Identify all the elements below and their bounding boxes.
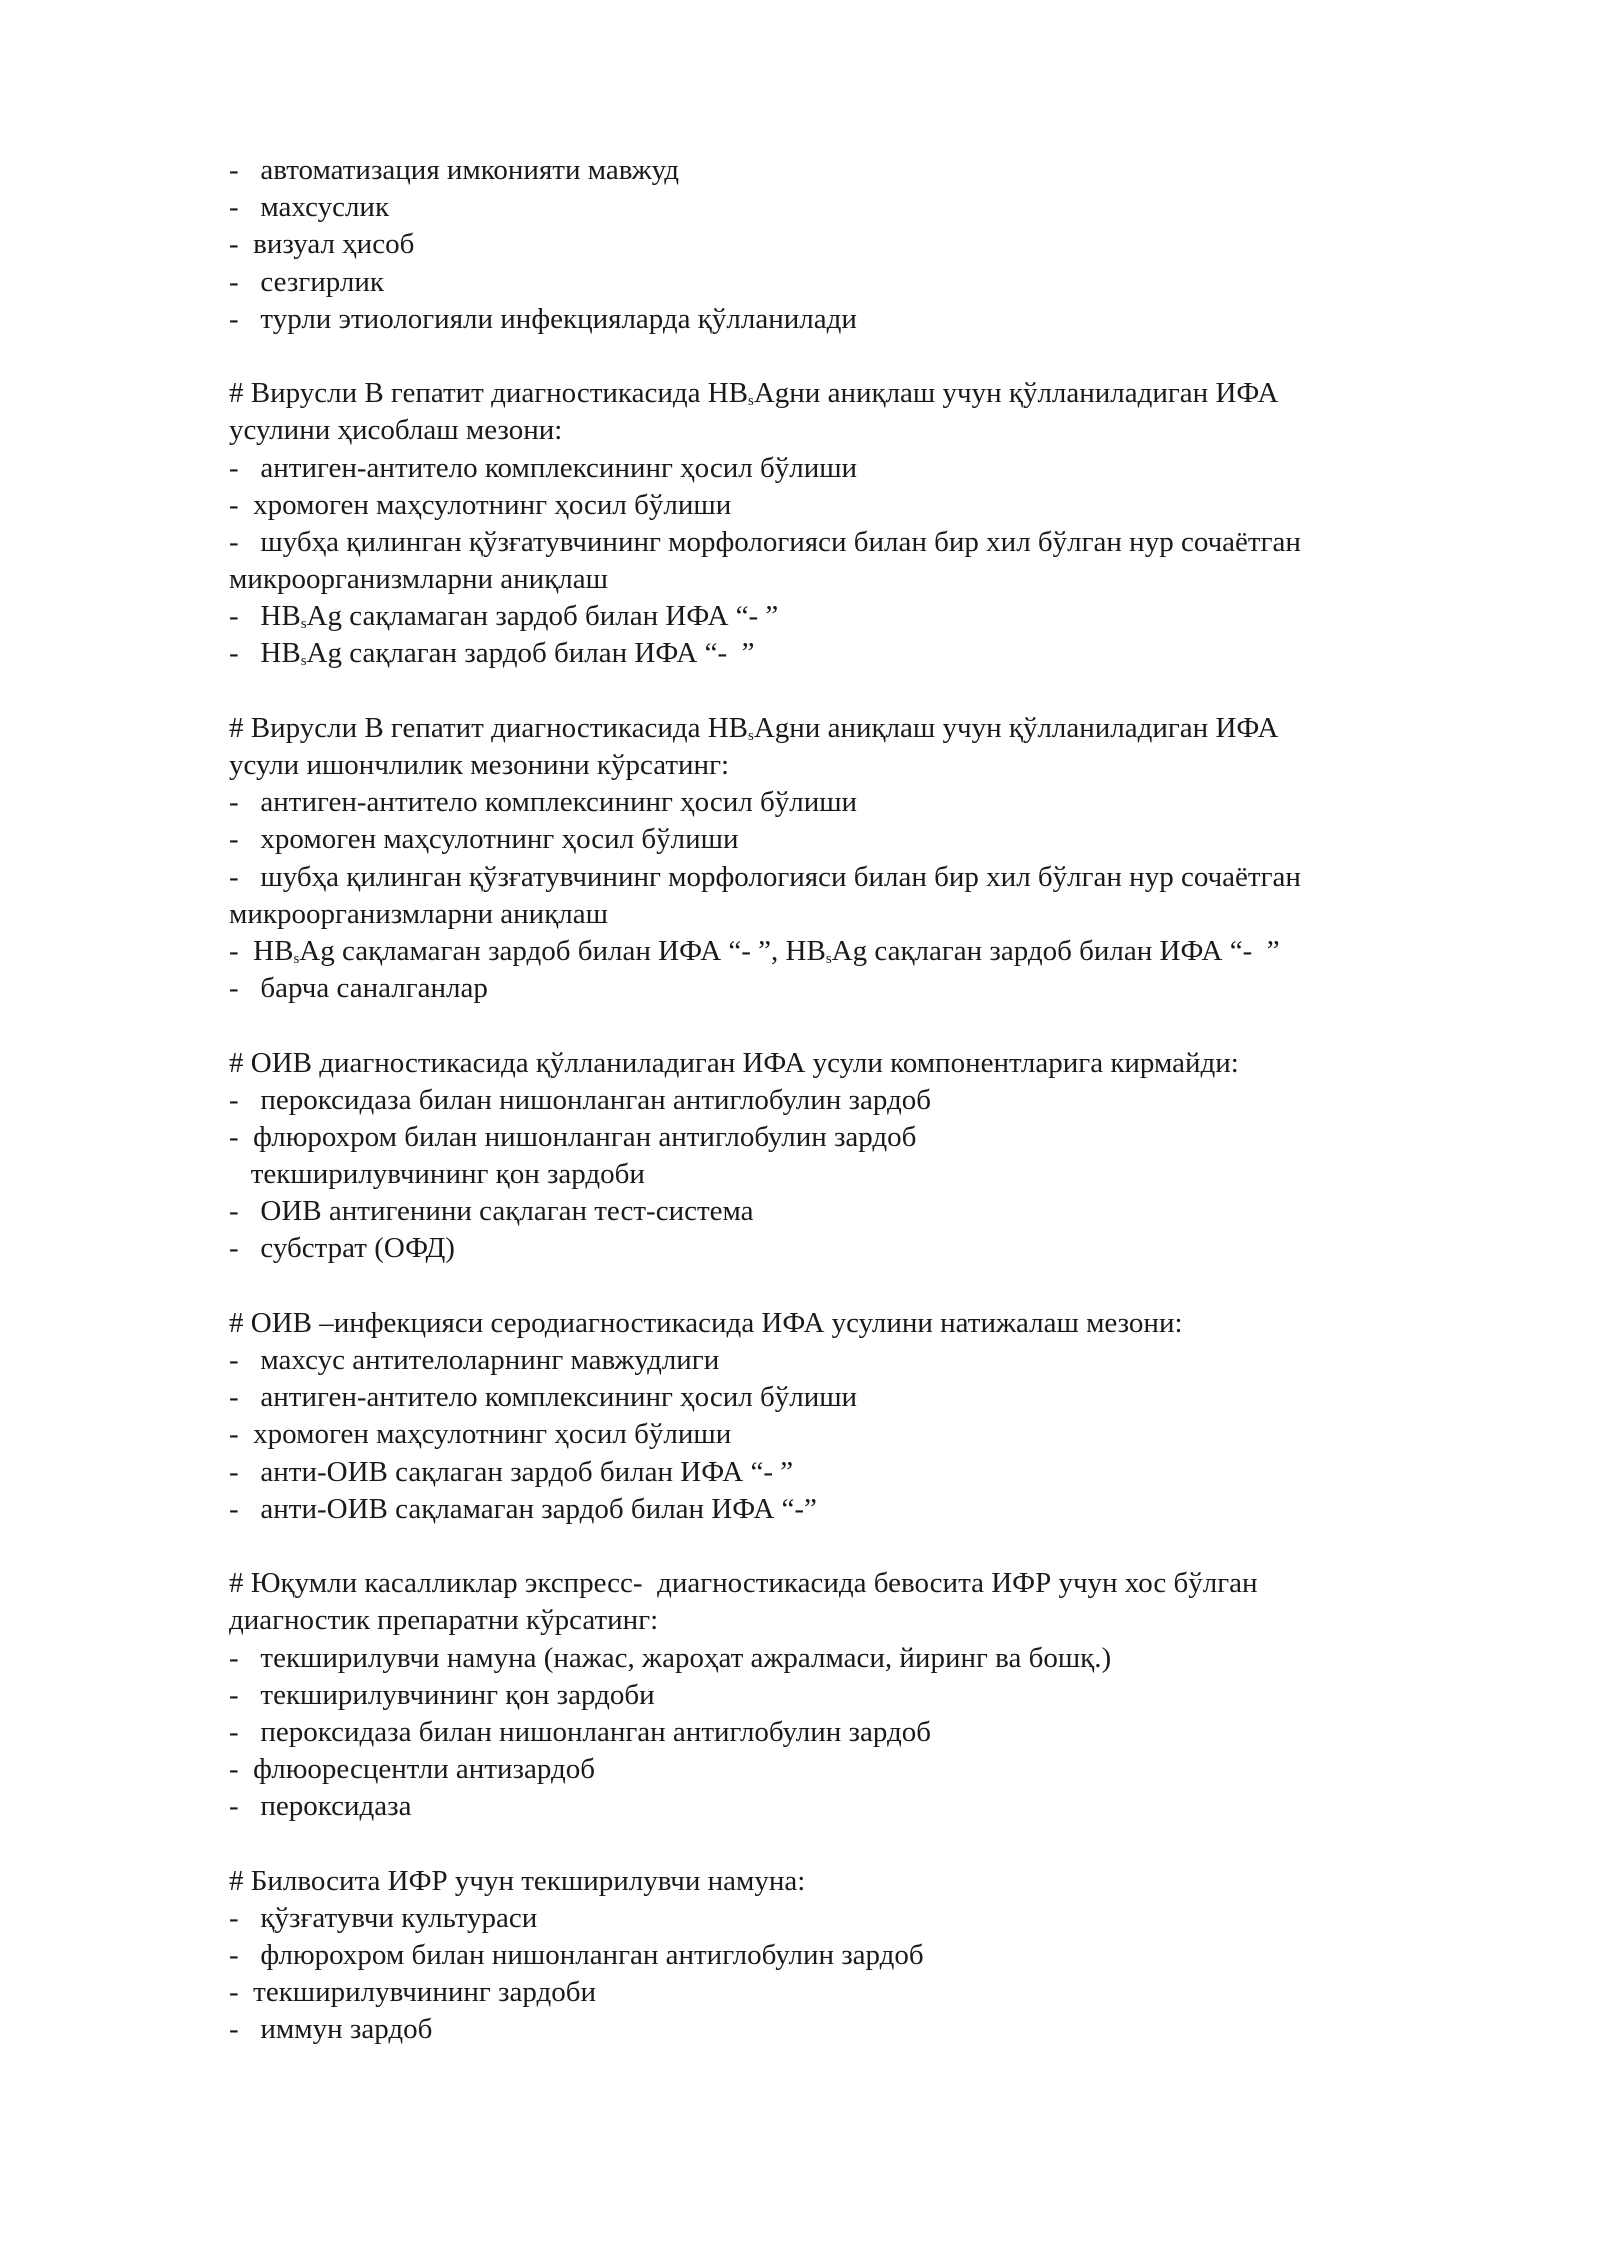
paragraph-gap — [229, 1268, 1509, 1305]
text-run: микроорганизмларни аниқлаш — [229, 563, 608, 596]
answer-option-line — [229, 189, 1509, 226]
answer-option-line — [229, 1788, 1509, 1825]
text-run: # Юқумли касалликлар экспресс- диагностикасида бевосита ИФР учун хос бўлган — [229, 1567, 1258, 1600]
answer-option-line — [229, 226, 1509, 263]
paragraph-gap — [229, 338, 1509, 375]
question-block — [229, 1565, 1509, 1825]
answer-option-line — [229, 635, 1509, 672]
text-line — [229, 412, 1509, 449]
text-run: усулини ҳисоблаш мезони: — [229, 414, 563, 447]
text-run: - ОИВ антигенини сақлаган тест-система — [229, 1195, 754, 1228]
subscript: s — [300, 616, 307, 633]
answer-option-line — [229, 821, 1509, 858]
answer-option-line — [229, 152, 1509, 189]
text-run: - хромоген маҳсулотнинг ҳосил бўлиши — [229, 823, 739, 856]
answer-option-line — [229, 1900, 1509, 1937]
text-run: - пероксидаза билан нишонланган антиглобулин зардоб — [229, 1083, 932, 1116]
answer-option-line — [229, 524, 1509, 561]
text-run: - турли этиологияли инфекцияларда қўлланилади — [229, 302, 857, 335]
text-run: # ОИВ диагностикасида қўлланиладиган ИФА усули компонентларига кирмайди: — [229, 1046, 1239, 1079]
document-page — [229, 152, 1509, 2049]
answer-option-line — [229, 1454, 1509, 1491]
question-block — [229, 1863, 1509, 2049]
question-line — [229, 1565, 1509, 1602]
text-line — [229, 561, 1509, 598]
text-run: - антиген-антитело комплексининг ҳосил бўлиши — [229, 1381, 858, 1414]
answer-option-line — [229, 859, 1509, 896]
answer-option-line — [229, 487, 1509, 524]
text-run: Аgни аниқлаш учун қўлланиладиган ИФА — [753, 711, 1279, 744]
text-line — [229, 747, 1509, 784]
text-run: - хромоген маҳсулотнинг ҳосил бўлиши — [229, 488, 732, 521]
answer-option-line — [229, 1230, 1509, 1267]
text-run: Аg сақлаган зардоб билан ИФА “- ” — [306, 637, 755, 670]
answer-option-line — [229, 784, 1509, 821]
question-block — [229, 1305, 1509, 1528]
text-run: - махсус антителоларнинг мавжудлиги — [229, 1344, 720, 1376]
text-line — [229, 896, 1509, 933]
text-run: - пероксидаза — [229, 1790, 412, 1823]
text-run: диагностик препаратни кўрсатинг: — [229, 1604, 659, 1637]
answer-option-line — [229, 1416, 1509, 1453]
answer-option-line — [229, 1714, 1509, 1751]
subscript: s — [293, 950, 300, 967]
answer-option-line — [229, 933, 1509, 970]
text-run: - НВ — [229, 600, 301, 633]
text-run: - НВ — [229, 637, 301, 670]
text-run: микроорганизмларни аниқлаш — [229, 897, 608, 930]
answer-option-line — [229, 1379, 1509, 1416]
text-run: усули ишончлилик мезонини кўрсатинг: — [229, 749, 730, 781]
question-block — [229, 710, 1509, 1008]
text-run: # Вирусли В гепатит диагностикасида НВ — [229, 711, 748, 744]
question-block — [229, 375, 1509, 673]
text-run: - визуал ҳисоб — [229, 228, 415, 261]
text-run: - қўзғатувчи культураси — [229, 1901, 538, 1934]
text-run: - флюрохром билан нишонланган антиглобулин зардоб — [229, 1120, 917, 1153]
paragraph-gap — [229, 673, 1509, 710]
text-run: - текширилувчи намуна (нажас, жароҳат ажралмаси, йиринг ва бошқ.) — [229, 1641, 1112, 1674]
question-line — [229, 375, 1509, 412]
text-run: - антиген-антитело комплексининг ҳосил бўлиши — [229, 451, 858, 484]
answer-option-line — [229, 301, 1509, 338]
text-run: - барча саналганлар — [229, 972, 488, 1005]
subscript: s — [825, 950, 832, 967]
text-run: - махсуслик — [229, 191, 390, 224]
text-run: - флюрохром билан нишонланган антиглобулин зардоб — [229, 1939, 924, 1971]
answer-option-line — [229, 1751, 1509, 1788]
answer-option-line — [229, 970, 1509, 1007]
question-line — [229, 1305, 1509, 1342]
question-line — [229, 1045, 1509, 1082]
answer-option-line — [229, 1082, 1509, 1119]
paragraph-gap — [229, 1528, 1509, 1565]
text-run: - пероксидаза билан нишонланган антиглобулин зардоб — [229, 1715, 932, 1748]
paragraph-gap — [229, 1007, 1509, 1044]
text-run: Аg сақламаган зардоб билан ИФА “- ” — [306, 600, 779, 633]
text-line — [229, 1156, 1509, 1193]
answer-list-continued — [229, 152, 1509, 338]
answer-option-line — [229, 1974, 1509, 2011]
text-run: - флюоресцентли антизардоб — [229, 1753, 595, 1786]
text-run: # Вирусли В гепатит диагностикасида НВ — [229, 377, 748, 410]
answer-option-line — [229, 1937, 1509, 1974]
subscript: s — [300, 653, 307, 670]
question-block — [229, 1045, 1509, 1268]
subscript: s — [748, 727, 754, 744]
text-run: - сезгирлик — [229, 265, 384, 298]
text-run: # ОИВ –инфекцияси серодиагностикасида ИФА усулини натижалаш мезони: — [229, 1306, 1183, 1339]
text-run: - шубҳа қилинган қўзғатувчининг морфологияси билан бир хил бўлган нур сочаётган — [229, 525, 1301, 558]
text-run: Аg сақлаган зардоб билан ИФА “- ” — [831, 934, 1280, 967]
question-line — [229, 1863, 1509, 1900]
answer-option-line — [229, 1119, 1509, 1156]
question-line — [229, 710, 1509, 747]
text-run: - антиген-антитело комплексининг ҳосил бўлиши — [229, 786, 858, 819]
text-run: текширилувчининг қон зардоби — [229, 1158, 645, 1191]
answer-option-line — [229, 1640, 1509, 1677]
text-run: - текширилувчининг зардоби — [229, 1976, 597, 2009]
answer-option-line — [229, 264, 1509, 301]
text-run: - шубҳа қилинган қўзғатувчининг морфологияси билан бир хил бўлган нур сочаётган — [229, 860, 1301, 893]
answer-option-line — [229, 1491, 1509, 1528]
text-run: - текширилувчининг қон зардоби — [229, 1678, 655, 1711]
text-run: Аgни аниқлаш учун қўлланиладиган ИФА — [753, 377, 1279, 410]
answer-option-line — [229, 1342, 1509, 1379]
text-run: - автоматизация имконияти мавжуд — [229, 154, 680, 186]
text-run: # Билвосита ИФР учун текширилувчи намуна: — [229, 1864, 806, 1897]
text-run: - субстрат (ОФД) — [229, 1232, 455, 1265]
text-run: Аg сақламаган зардоб билан ИФА “- ”, НВ — [299, 934, 826, 967]
text-line — [229, 1602, 1509, 1639]
subscript: s — [748, 393, 754, 410]
answer-option-line — [229, 598, 1509, 635]
text-run: - иммун зардоб — [229, 2013, 433, 2046]
text-run: - анти-ОИВ сақламаган зардоб билан ИФА “-” — [229, 1492, 817, 1525]
text-run: - анти-ОИВ сақлаган зардоб билан ИФА “- ” — [229, 1455, 794, 1488]
text-run: - хромоген маҳсулотнинг ҳосил бўлиши — [229, 1418, 732, 1451]
answer-option-line — [229, 450, 1509, 487]
answer-option-line — [229, 2011, 1509, 2048]
paragraph-gap — [229, 1825, 1509, 1862]
answer-option-line — [229, 1193, 1509, 1230]
text-run: - НВ — [229, 934, 294, 967]
answer-option-line — [229, 1677, 1509, 1714]
